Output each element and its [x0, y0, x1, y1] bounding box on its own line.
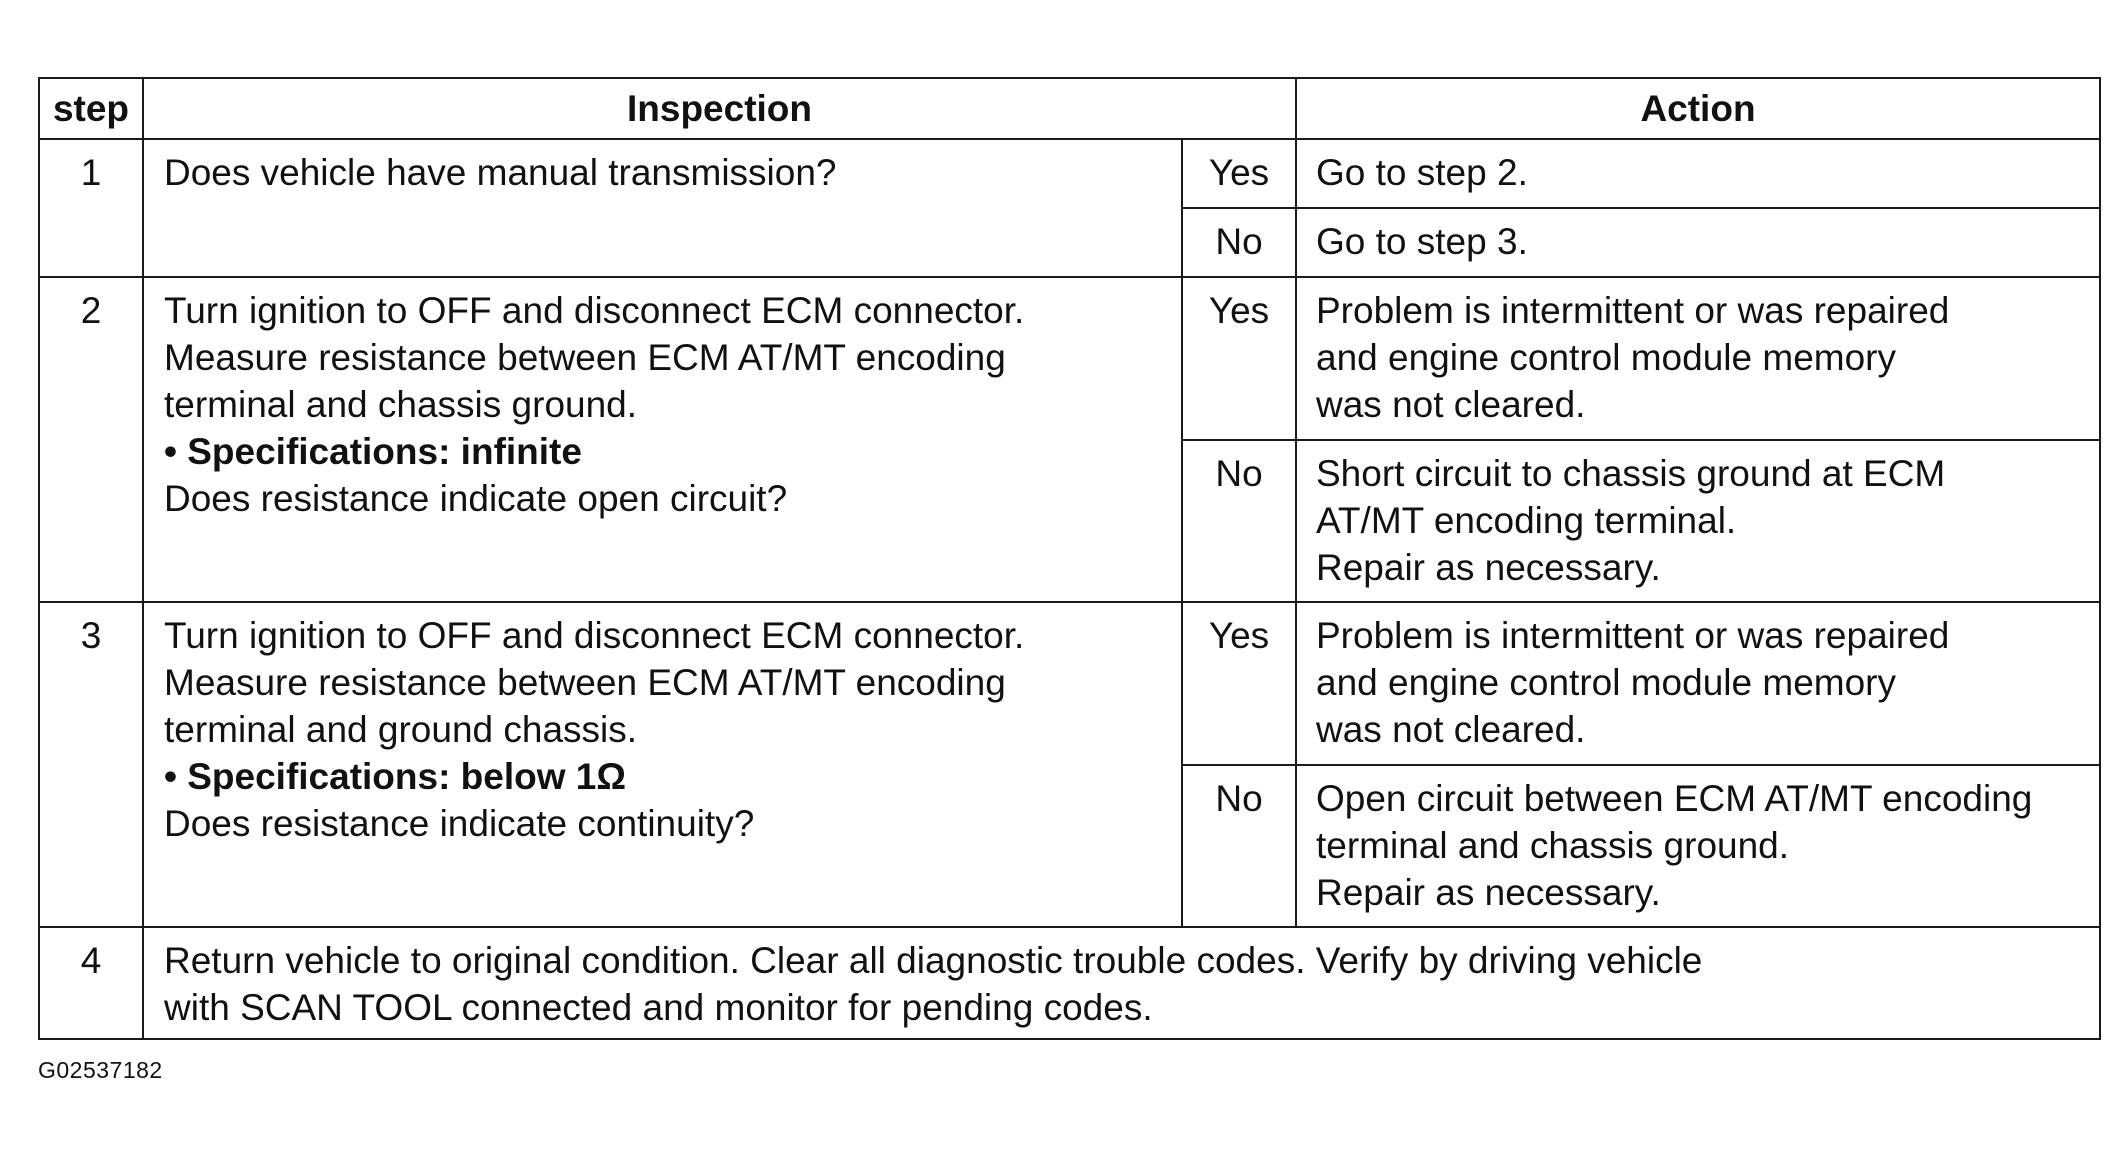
action-line: and engine control module memory: [1316, 337, 1896, 378]
text-line: Return vehicle to original condition. Clear all diagnostic trouble codes. Verify by driving vehicle: [164, 940, 1703, 981]
step-1-no-action: [1296, 208, 2100, 277]
step-2-yes-action: [1296, 277, 2100, 440]
header-step: step: [39, 78, 143, 139]
specification: • Specifications: infinite: [164, 431, 582, 472]
step-number: 1: [39, 139, 143, 277]
no-label: No: [1182, 440, 1296, 602]
no-label: No: [1182, 208, 1296, 277]
action-line: Problem is intermittent or was repaired: [1316, 615, 1950, 656]
inspection-line: Turn ignition to OFF and disconnect ECM connector.: [164, 290, 1025, 331]
inspection-line: Measure resistance between ECM AT/MT encoding: [164, 337, 1006, 378]
step-2-no-action: [1296, 440, 2100, 602]
inspection-line: Does vehicle have manual transmission?: [164, 152, 837, 193]
action-line: Open circuit between ECM AT/MT encoding: [1316, 778, 2033, 819]
action-line: Short circuit to chassis ground at ECM: [1316, 453, 1946, 494]
no-label: No: [1182, 765, 1296, 927]
step-3-yes-row: [39, 602, 2100, 765]
inspection-question: Does resistance indicate continuity?: [164, 803, 755, 844]
yes-label: Yes: [1182, 277, 1296, 440]
step-1-yes-row: [39, 139, 2100, 208]
inspection-question: Does resistance indicate open circuit?: [164, 478, 788, 519]
specification: • Specifications: below 1Ω: [164, 756, 627, 797]
step-4-text: [143, 927, 2100, 1039]
step-1-yes-action: [1296, 139, 2100, 208]
step-number: 3: [39, 602, 143, 927]
action-line: AT/MT encoding terminal.: [1316, 500, 1737, 541]
inspection-line: Measure resistance between ECM AT/MT encoding: [164, 662, 1006, 703]
text-line: with SCAN TOOL connected and monitor for pending codes.: [164, 987, 1153, 1028]
step-1-inspection: [143, 139, 1182, 277]
action-line: and engine control module memory: [1316, 662, 1896, 703]
header-row: [39, 78, 2100, 139]
action-line: Go to step 3.: [1316, 221, 1528, 262]
figure-code: G02537182: [38, 1057, 163, 1083]
header-inspection: Inspection: [143, 78, 1296, 139]
action-line: Repair as necessary.: [1316, 547, 1661, 588]
step-number: 4: [39, 927, 143, 1039]
action-line: terminal and chassis ground.: [1316, 825, 1790, 866]
inspection-line: terminal and ground chassis.: [164, 709, 638, 750]
header-action: Action: [1296, 78, 2100, 139]
step-3-no-action: [1296, 765, 2100, 927]
step-number: 2: [39, 277, 143, 602]
step-3-inspection: [143, 602, 1182, 927]
step-3-yes-action: [1296, 602, 2100, 765]
action-line: Go to step 2.: [1316, 152, 1528, 193]
action-line: Repair as necessary.: [1316, 872, 1661, 913]
inspection-line: Turn ignition to OFF and disconnect ECM connector.: [164, 615, 1025, 656]
step-4-row: [39, 927, 2100, 1039]
action-line: was not cleared.: [1316, 709, 1586, 750]
yes-label: Yes: [1182, 139, 1296, 208]
step-2-inspection: [143, 277, 1182, 602]
yes-label: Yes: [1182, 602, 1296, 765]
step-2-yes-row: [39, 277, 2100, 440]
action-line: was not cleared.: [1316, 384, 1586, 425]
action-line: Problem is intermittent or was repaired: [1316, 290, 1950, 331]
inspection-line: terminal and chassis ground.: [164, 384, 638, 425]
diagnostic-table: [38, 77, 2101, 1040]
